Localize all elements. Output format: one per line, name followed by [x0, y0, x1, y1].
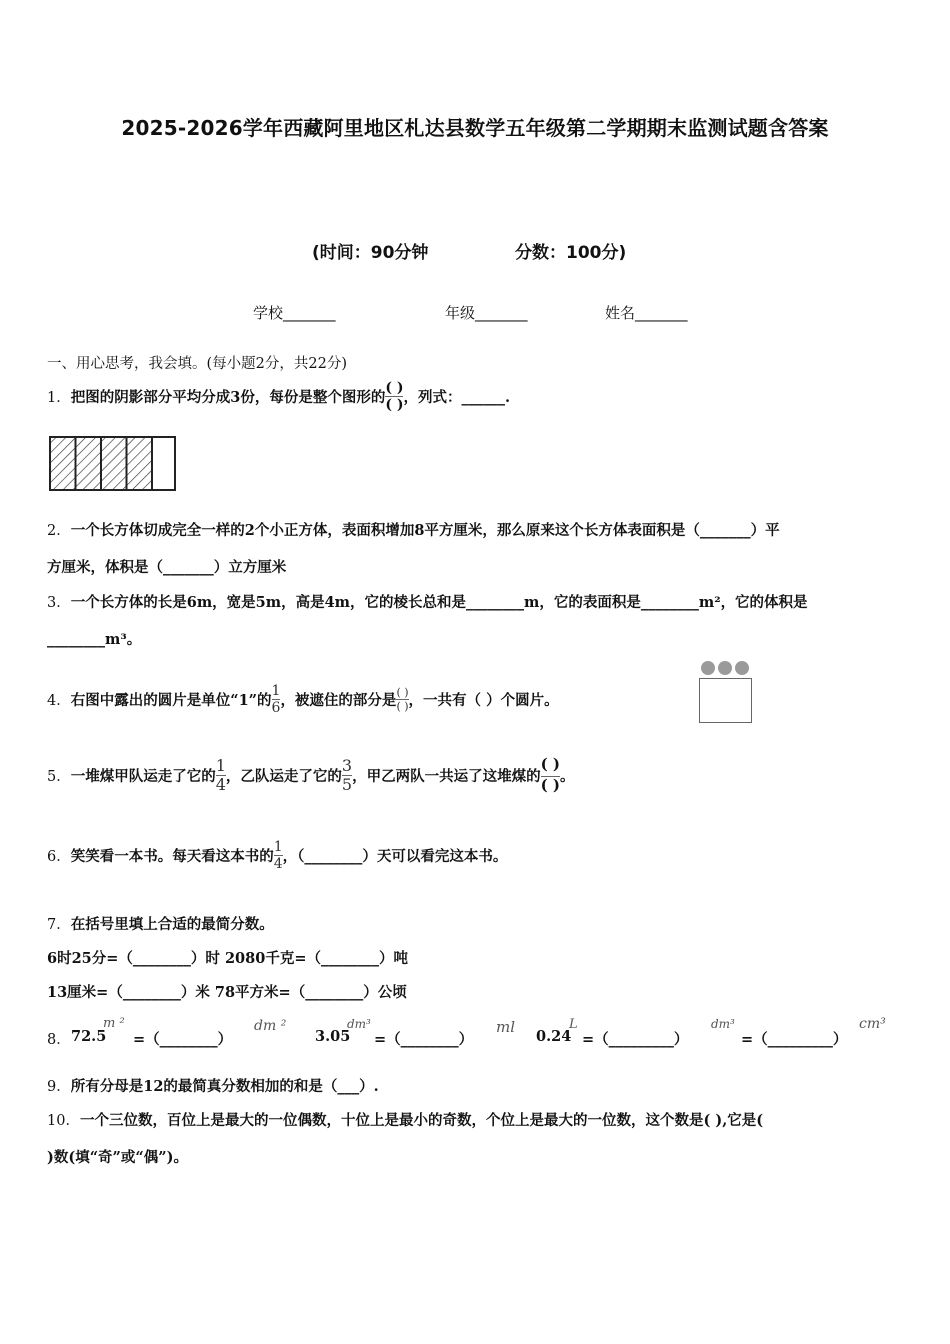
fraction-one-sixth — [272, 684, 281, 715]
exam-score: 分数：100分) — [515, 243, 627, 263]
question-8 — [47, 1016, 927, 1052]
unit-b: dm³ — [347, 1017, 371, 1031]
question-text: 把图的阴影部分平均分成3份，每份是整个图形的 — [70, 388, 386, 406]
section-heading: 一、用心思考，我会填。(每小题2分，共22分) — [47, 356, 347, 372]
school-field[interactable]: 学校_______ — [253, 304, 336, 322]
fraction-numerator: 1 — [273, 838, 283, 855]
fraction-denominator: 6 — [271, 699, 281, 716]
question-10-line2: )数(填“奇”或“偶”)。 — [47, 1149, 188, 1166]
question-1 — [47, 372, 510, 420]
blank-b[interactable]: =（________） — [374, 1031, 474, 1048]
question-9 — [47, 1075, 379, 1096]
grade-field[interactable]: 年级_______ — [445, 304, 528, 322]
question-tail: ，列式：______. — [403, 388, 511, 406]
question-number: 8． — [47, 1032, 71, 1048]
question-2 — [47, 519, 780, 540]
page-title: 2025-2026学年西藏阿里地区札达县数学五年级第二学期期末监测试题含答案 — [121, 116, 829, 140]
unit-c: L — [569, 1017, 578, 1032]
value-b: 3.05 — [315, 1028, 351, 1045]
coin-icon — [718, 661, 732, 675]
answer-fraction[interactable] — [385, 381, 403, 412]
question-number: 2． — [47, 523, 71, 539]
question-5 — [47, 745, 575, 805]
question-number: 7． — [47, 917, 71, 933]
question-10 — [47, 1109, 763, 1130]
value-a: 72.5 — [71, 1028, 107, 1045]
unit-c-mid: dm³ — [711, 1017, 735, 1031]
fraction-one-quarter — [215, 755, 226, 794]
question-3 — [47, 591, 808, 612]
question-6 — [47, 830, 507, 880]
answer-fraction[interactable] — [541, 757, 560, 793]
question-2-line2: 方厘米，体积是（_______）立方厘米 — [47, 559, 287, 576]
blank-c2[interactable]: =（_________） — [741, 1031, 848, 1048]
fraction-denominator: ( ) — [540, 776, 561, 794]
fraction-denominator: ( ) — [385, 396, 404, 413]
question-text-mid2: ，甲乙两队一共运了这堆煤的 — [352, 767, 541, 785]
unit-a: m ² — [103, 1016, 125, 1031]
question-text-line1: 一个长方体切成完全一样的2个小正方体，表面积增加8平方厘米，那么原来这个长方体表面积是（_______）平 — [70, 522, 780, 539]
unit-b-target: ml — [496, 1018, 516, 1036]
question-text-line1: 一个长方体的长是6m，宽是5m，高是4m，它的棱长总和是________m，它的表面积是________m²，它的体积是 — [70, 594, 808, 611]
fraction-denominator: 5 — [341, 774, 353, 794]
question-text-line1: 一个三位数，百位上是最大的一位偶数，十位上是最小的奇数，个位上是最大的一位数，这个数是( ),它是( — [79, 1112, 764, 1129]
question-number: 9． — [47, 1079, 71, 1095]
question-text-mid: ，被遮住的部分是 — [280, 691, 397, 709]
unit-a-target: dm ² — [254, 1018, 287, 1034]
question-3-line2: ________m³。 — [47, 631, 142, 648]
question-7 — [47, 913, 274, 934]
coin-icon — [701, 661, 715, 675]
fraction-numerator: 1 — [215, 755, 226, 775]
fraction-denominator: 4 — [215, 774, 226, 794]
question-number: 4． — [47, 692, 71, 709]
question-number: 1． — [47, 389, 71, 406]
question-number: 10． — [47, 1113, 80, 1129]
question-number: 3． — [47, 595, 71, 611]
coin-icon — [735, 661, 749, 675]
question-text: 在括号里填上合适的最简分数。 — [70, 916, 274, 933]
fraction-denominator: 4 — [273, 855, 283, 872]
question-7-row1: 6时25分=（________）时 2080千克=（________）吨 — [47, 950, 408, 967]
value-c: 0.24 — [536, 1028, 572, 1045]
question-4 — [47, 676, 559, 722]
blank-c[interactable]: =（_________） — [582, 1031, 689, 1048]
unit-c-target: cm³ — [859, 1016, 886, 1032]
fraction-three-fifths — [341, 755, 353, 794]
question-text-mid: ，乙队运走了它的 — [225, 767, 342, 785]
fraction-numerator: ( ) — [540, 755, 561, 773]
fraction-numerator: ( ) — [385, 379, 404, 396]
fraction-denominator: ( ) — [396, 699, 409, 713]
cover-box — [699, 678, 752, 723]
question-text: 所有分母是12的最简真分数相加的和是（___）. — [70, 1078, 379, 1095]
question-text: 笑笑看一本书。每天看这本书的 — [70, 847, 274, 865]
blank-a[interactable]: =（________） — [133, 1031, 233, 1048]
question-number: 6． — [47, 848, 71, 865]
fraction-one-quarter — [274, 840, 283, 871]
fraction-numerator: ( ) — [396, 685, 409, 699]
fraction-numerator: 1 — [271, 682, 281, 699]
shaded-rectangle-figure — [48, 435, 178, 492]
coins-figure — [698, 660, 754, 724]
question-7-row2: 13厘米=（________）米 78平方米=（________）公顷 — [47, 984, 407, 1001]
fraction-numerator: 3 — [341, 755, 353, 775]
question-text: 一堆煤甲队运走了它的 — [70, 767, 216, 785]
question-text: 右图中露出的圆片是单位“1”的 — [70, 691, 272, 709]
question-tail: ，一共有（ ）个圆片。 — [408, 691, 559, 709]
answer-fraction[interactable] — [396, 687, 408, 712]
name-field[interactable]: 姓名_______ — [605, 304, 688, 322]
question-tail: ，（________）天可以看完这本书。 — [282, 847, 508, 865]
question-number: 5． — [47, 768, 71, 785]
question-tail: 。 — [560, 767, 575, 785]
exam-time: (时间：90分钟 — [312, 243, 429, 263]
